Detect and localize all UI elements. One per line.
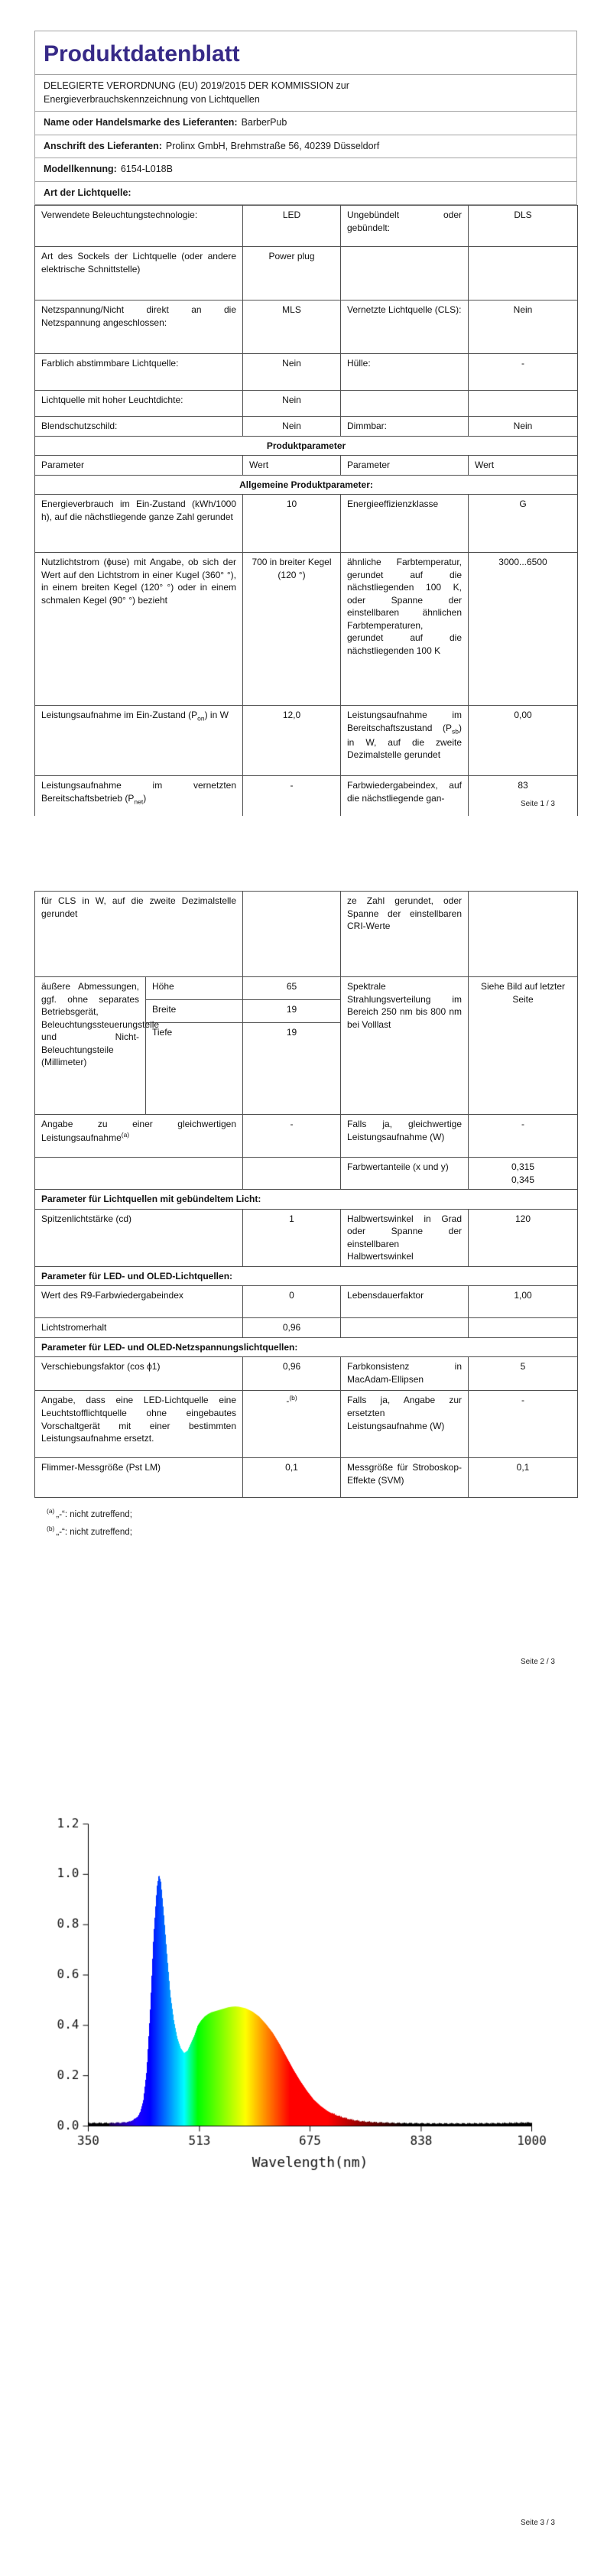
- table-row: [35, 1209, 578, 1266]
- table-row: [35, 354, 578, 391]
- column-header-cell: Parameter: [341, 456, 469, 476]
- section-header-cell: Allgemeine Produktparameter:: [35, 475, 578, 495]
- section-header-row: [35, 1190, 578, 1210]
- column-header-row: [35, 456, 578, 476]
- section-header-cell: Produktparameter: [35, 436, 578, 456]
- product-parameter-table-page2: [34, 891, 578, 1498]
- table-row: [35, 1286, 578, 1318]
- light-source-type-row: [35, 182, 576, 206]
- model-label: Modellkennung:: [44, 164, 117, 174]
- param-text: ) in W: [204, 710, 229, 721]
- param-cell: [341, 1318, 469, 1338]
- param-cell: ähnliche Farbtemperatur, gerundet auf die nächstliegenden 100 K, oder Spanne der einstellbaren ähnlichen Farbtemperaturen, gerundet auf die nächstliegenden 100 K: [341, 553, 469, 706]
- value-cell: [469, 1158, 578, 1190]
- value-cell: 3000...6500: [469, 553, 578, 706]
- param-cell: [35, 1158, 243, 1190]
- model-row: [35, 158, 576, 182]
- param-cell: Ungebündelt oder gebündelt:: [341, 206, 469, 247]
- regulation-row: [35, 75, 576, 112]
- param-cell: Lichtstromerhalt: [35, 1318, 243, 1338]
- param-subscript: net: [134, 797, 144, 806]
- section-header-row: [35, 1266, 578, 1286]
- value-cell: [469, 391, 578, 417]
- param-cell: Energieverbrauch im Ein-Zustand (kWh/1000 h), auf die nächstliegende ganze Zahl gerundet: [35, 495, 243, 553]
- product-parameter-table-page1: [34, 205, 578, 816]
- footnote-a: [47, 1506, 577, 1522]
- param-cell: Lebensdauerfaktor: [341, 1286, 469, 1318]
- param-cell: Farbwiedergabeindex, auf die nächstliegende gan-: [341, 776, 469, 816]
- param-cell: Vernetzte Lichtquelle (CLS):: [341, 300, 469, 354]
- param-cell: Spektrale Strahlungsverteilung im Bereich 250 nm bis 800 nm bei Volllast: [341, 977, 469, 1115]
- section-header-cell: Parameter für LED- und OLED-Lichtquellen:: [35, 1266, 578, 1286]
- column-header-cell: Wert: [469, 456, 578, 476]
- value-cell: [243, 892, 341, 977]
- regulation-line-2: Energieverbrauchskennzeichnung von Lichtquellen: [44, 93, 260, 105]
- value-cell: [469, 892, 578, 977]
- regulation-line-1: DELEGIERTE VERORDNUNG (EU) 2019/2015 DER KOMMISSION zur: [44, 80, 349, 91]
- param-cell: Falls ja, Angabe zur ersetzten Leistungsaufnahme (W): [341, 1391, 469, 1458]
- supplier-address-value: Prolinx GmbH, Brehmstraße 56, 40239 Düsseldorf: [165, 140, 380, 151]
- value-text: -: [286, 1395, 290, 1407]
- footnote-a-marker: (a): [47, 1507, 55, 1515]
- param-cell: Messgröße für Stroboskop-Effekte (SVM): [341, 1458, 469, 1498]
- footnote-a-text: „-“: nicht zutreffend;: [56, 1510, 132, 1520]
- section-header-row: [35, 475, 578, 495]
- param-cell: [341, 247, 469, 300]
- title-row: [35, 31, 576, 75]
- value-cell: 83: [469, 776, 578, 816]
- page-1: [34, 31, 577, 816]
- value-cell: Siehe Bild auf letzter Seite: [469, 977, 578, 1115]
- value-cell: 0,1: [469, 1458, 578, 1498]
- spectral-distribution-chart: [0, 1785, 607, 2191]
- footnote-b-marker: (b): [47, 1524, 55, 1532]
- footnote-b: [47, 1523, 577, 1540]
- page-footer-3: Seite 3 / 3: [520, 2519, 555, 2527]
- value-cell: -: [469, 1391, 578, 1458]
- value-cell: 120: [469, 1209, 578, 1266]
- value-line: 0,315: [511, 1161, 535, 1172]
- param-text: ): [143, 792, 147, 804]
- value-cell: -: [469, 1115, 578, 1158]
- param-cell: Halbwertswinkel in Grad oder Spanne der einstellbaren Halbwertswinkel: [341, 1209, 469, 1266]
- value-cell: [243, 1158, 341, 1190]
- model-value: 6154-L018B: [120, 164, 173, 174]
- value-cell: [243, 1391, 341, 1458]
- param-cell: [341, 706, 469, 776]
- param-cell: [35, 776, 243, 816]
- value-cell: LED: [243, 206, 341, 247]
- value-superscript: (b): [289, 1394, 297, 1402]
- table-row: [35, 206, 578, 247]
- value-cell: Nein: [243, 391, 341, 417]
- value-cell: Nein: [243, 417, 341, 437]
- value-cell: -: [243, 776, 341, 816]
- param-cell: Verschiebungsfaktor (cos ϕ1): [35, 1357, 243, 1391]
- page-footer-1: Seite 1 / 3: [520, 800, 555, 808]
- value-cell: 10: [243, 495, 341, 553]
- param-cell: für CLS in W, auf die zweite Dezimalstelle gerundet: [35, 892, 243, 977]
- supplier-name-label: Name oder Handelsmarke des Lieferanten:: [44, 117, 238, 128]
- table-row: [35, 1391, 578, 1458]
- param-cell: Lichtquelle mit hoher Leuchtdichte:: [35, 391, 243, 417]
- value-cell: [469, 1318, 578, 1338]
- supplier-name-row: [35, 112, 576, 135]
- table-row: [35, 706, 578, 776]
- table-row: [35, 1318, 578, 1338]
- param-cell: Blendschutzschild:: [35, 417, 243, 437]
- table-row: [35, 391, 578, 417]
- param-cell: Spitzenlichtstärke (cd): [35, 1209, 243, 1266]
- value-cell: Nein: [469, 417, 578, 437]
- dimension-label-cell: Tiefe: [146, 1023, 243, 1115]
- dimension-value-cell: 65: [243, 977, 341, 1000]
- param-cell: Flimmer-Messgröße (Pst LM): [35, 1458, 243, 1498]
- section-header-cell: Parameter für LED- und OLED-Netzspannungslichtquellen:: [35, 1337, 578, 1357]
- value-cell: Power plug: [243, 247, 341, 300]
- table-row: [35, 892, 578, 977]
- param-cell: Energieeffizienzklasse: [341, 495, 469, 553]
- table-row: [35, 553, 578, 706]
- supplier-address-row: [35, 135, 576, 159]
- dimension-label-cell: Breite: [146, 1000, 243, 1023]
- document-header-box: [34, 31, 577, 205]
- table-row: [35, 1115, 578, 1158]
- light-source-type-label: Art der Lichtquelle:: [44, 187, 131, 198]
- value-cell: 0: [243, 1286, 341, 1318]
- value-cell: 0,1: [243, 1458, 341, 1498]
- param-cell: Nutzlichtstrom (ϕuse) mit Angabe, ob sich der Wert auf den Lichtstrom in einer Kugel (360° °), in einem breiten Kegel (120° °) oder in einem schmalen Kegel (90° °) bezieht: [35, 553, 243, 706]
- value-cell: 1: [243, 1209, 341, 1266]
- page-title: Produktdatenblatt: [44, 41, 240, 67]
- section-header-row: [35, 436, 578, 456]
- param-cell: äußere Abmessungen, ggf. ohne separates Betriebsgerät, Beleuchtungssteuerungsteile und Nicht-Beleuchtungsteile (Millimeter): [35, 977, 146, 1115]
- footnote-b-text: „-“: nicht zutreffend;: [56, 1527, 132, 1537]
- value-cell: 0,96: [243, 1357, 341, 1391]
- value-cell: -: [469, 354, 578, 391]
- value-line: 0,345: [511, 1174, 535, 1185]
- param-cell: Farbwertanteile (x und y): [341, 1158, 469, 1190]
- param-cell: [35, 1115, 243, 1158]
- param-text: ) in W, auf die zweite Dezimalstelle gerundet: [347, 722, 462, 761]
- column-header-cell: Parameter: [35, 456, 243, 476]
- table-row: [35, 417, 578, 437]
- table-row: [35, 247, 578, 300]
- param-cell: Falls ja, gleichwertige Leistungsaufnahme (W): [341, 1115, 469, 1158]
- table-row: [35, 300, 578, 354]
- value-cell: 1,00: [469, 1286, 578, 1318]
- dimension-value-cell: 19: [243, 1023, 341, 1115]
- param-subscript: on: [197, 714, 205, 723]
- param-cell: Angabe, dass eine LED-Lichtquelle eine Leuchtstofflichtquelle ohne eingebautes Vorschaltgerät mit einer bestimmten Leistungsaufnahme ersetzt.: [35, 1391, 243, 1458]
- param-superscript: (a): [121, 1130, 130, 1139]
- param-text: Leistungsaufnahme im Ein-Zustand (P: [41, 710, 198, 721]
- value-cell: Nein: [469, 300, 578, 354]
- footnotes: [34, 1506, 577, 1540]
- table-row: [35, 977, 578, 1000]
- param-cell: Dimmbar:: [341, 417, 469, 437]
- param-cell: Wert des R9-Farbwiedergabeindex: [35, 1286, 243, 1318]
- table-row: [35, 1458, 578, 1498]
- table-row: [35, 495, 578, 553]
- param-cell: Art des Sockels der Lichtquelle (oder andere elektrische Schnittstelle): [35, 247, 243, 300]
- section-header-cell: Parameter für Lichtquellen mit gebündeltem Licht:: [35, 1190, 578, 1210]
- param-text: Leistungsaufnahme im vernetzten Bereitschaftsbetrieb (P: [41, 780, 236, 804]
- table-row: [35, 776, 578, 816]
- value-cell: 0,96: [243, 1318, 341, 1338]
- page-footer-2: Seite 2 / 3: [520, 1658, 555, 1666]
- section-header-row: [35, 1337, 578, 1357]
- value-cell: [469, 247, 578, 300]
- param-cell: [341, 391, 469, 417]
- value-cell: 5: [469, 1357, 578, 1391]
- table-row: [35, 1357, 578, 1391]
- table-row: [35, 1158, 578, 1190]
- value-cell: 12,0: [243, 706, 341, 776]
- dimension-label-cell: Höhe: [146, 977, 243, 1000]
- value-cell: DLS: [469, 206, 578, 247]
- value-cell: 0,00: [469, 706, 578, 776]
- column-header-cell: Wert: [243, 456, 341, 476]
- value-cell: -: [243, 1115, 341, 1158]
- value-cell: Nein: [243, 354, 341, 391]
- param-cell: Hülle:: [341, 354, 469, 391]
- value-cell: G: [469, 495, 578, 553]
- page-2: [34, 891, 577, 1540]
- param-cell: [35, 706, 243, 776]
- dimension-value-cell: 19: [243, 1000, 341, 1023]
- param-cell: Farblich abstimmbare Lichtquelle:: [35, 354, 243, 391]
- param-cell: Netzspannung/Nicht direkt an die Netzspannung angeschlossen:: [35, 300, 243, 354]
- value-cell: MLS: [243, 300, 341, 354]
- supplier-address-label: Anschrift des Lieferanten:: [44, 140, 162, 151]
- value-cell: 700 in breiter Kegel (120 °): [243, 553, 341, 706]
- param-cell: ze Zahl gerundet, oder Spanne der einstellbaren CRI-Werte: [341, 892, 469, 977]
- param-cell: Farbkonsistenz in MacAdam-Ellipsen: [341, 1357, 469, 1391]
- param-text: Leistungsaufnahme im Bereitschaftszustand (P: [347, 710, 462, 733]
- param-cell: Verwendete Beleuchtungstechnologie:: [35, 206, 243, 247]
- supplier-name-value: BarberPub: [241, 117, 287, 128]
- param-text: Angabe zu einer gleichwertigen Leistungsaufnahme: [41, 1119, 237, 1143]
- param-subscript: sb: [452, 727, 459, 736]
